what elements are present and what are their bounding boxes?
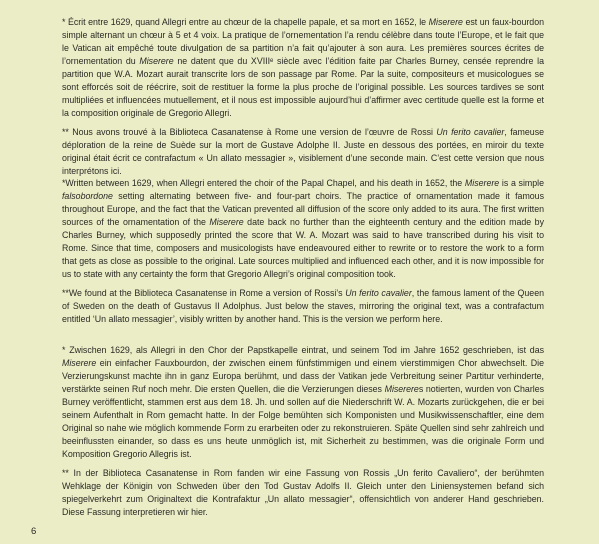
page-number: 6 bbox=[31, 526, 37, 537]
italic-title: Miserere bbox=[139, 56, 174, 66]
italic-title: Miserere bbox=[209, 217, 244, 227]
italic-title: Un ferito cavalier bbox=[436, 127, 505, 137]
italic-title: Miserere bbox=[464, 178, 500, 188]
italic-title: Miserere bbox=[62, 358, 97, 368]
english-note-rossi: **We found at the Biblioteca Casanatense in Rome a version of Rossi’s Un ferito cavalier, the famous lament of the Queen of Sweden on the death of Gustavus II Adolphus. Just below the staves, mirroring the original text, was a contrafactum entitled ‘Un allato messagier’, visibly written by another hand. This is the version we perform here. bbox=[62, 288, 544, 324]
german-note-miserere: * Zwischen 1629, als Allegri in den Chor der Papstkapelle eintrat, und seinem Tod im Jahre 1652 geschrieben, ist das Miserere ein einfacher Fauxbourdon, der zwischen einem fünfstimmigen und einem vierstimmigen Chor abwechselt. Die Verzierungskunst machte ihn in ganz Europa berühmt, und dass der Vatikan jede Verbreitung seiner Partitur verhinderte, verstärkte seinen Ruf noch mehr. Die ersten Quellen, die die Verzierungen dieses Misereres notierten, wurden von Charles Burney veröffentlicht, stammen erst aus dem 18. Jh. und sollen auf die Niederschrift W. A. Mozarts zurückgehen, die er bei seinem Aufenthalt in Rom gemacht hatte. In der Folge bemühten sich Komponisten und Musikwissenschaftler, eine dem Original so nahe wie möglich kommende Form zu erarbeiten oder zu rekonstruieren. Späte Quellen sind sehr zahlreich und beeinflussten einander, so dass es uns heute unmöglich ist, mit Sicherheit zu bestimmen, was die originale Form und Komposition Gregorio Allegris ist. bbox=[62, 345, 544, 459]
german-notes bbox=[62, 344, 544, 519]
german-note-rossi: ** In der Biblioteca Casanatense in Rom fanden wir eine Fassung von Rossis „Un ferito Cavaliero“, der berühmten Wehklage der Königin von Schweden über den Tod Gustav Adolfs II. Gleich unter den Liniensystemen befand sich spiegelverkehrt zum Originaltext die Kontrafaktur „Un allato messagier“, offensichtlich von anderer Hand geschrieben. Diese Fassung interpretieren wir hier. bbox=[62, 468, 544, 517]
english-notes bbox=[62, 177, 544, 326]
italic-title: Miserere bbox=[428, 17, 463, 27]
english-note-miserere: *Written between 1629, when Allegri entered the choir of the Papal Chapel, and his death in 1652, the Miserere is a simple falsobordone setting alternating between five- and four-part choirs. The practice of ornamentation made it famous throughout Europe, and the fact that the Vatican prevented all diffusion of the score only added to its aura. The first written sources of the ornamentation of the Miserere date back no further than the eighteenth century and the edition made by Charles Burney, which supposedly printed the score that W. A. Mozart was said to have transcribed during his visit to Rome. Since that time, composers and musicologists have endeavoured either to rewrite or to restore the work to a form that gets as close as possible to the original. Late sources multiplied and influenced each other, and it is now impossible for us to state with any certainty the form that Gregorio Allegri’s original composition took. bbox=[62, 178, 544, 279]
italic-title: Miserere bbox=[384, 384, 419, 394]
french-notes bbox=[62, 16, 544, 178]
french-note-miserere: * Écrit entre 1629, quand Allegri entre au chœur de la chapelle papale, et sa mort en 1652, le Miserere est un faux-bourdon simple alternant un chœur à 5 et 4 voix. La pratique de l’ornementation l’a rendu célèbre dans toute l’Europe, et le fait que le Vatican ait empêché toute divulgation de sa partition n’a fait qu’ajouter à son aura. Les premières sources écrites de l’ornementation du Miserere ne datent que du XVIIIᵉ siècle avec l’édition faite par Charles Burney, censée reprendre la partition que W.A. Mozart aurait transcrite lors de son passage par Rome. Par la suite, compositeurs et musicologues se sont efforcés soit de réécrire, soit de restituer la forme la plus proche de l’original possible. Les sources tardives se sont multipliées et influencées mutuellement, et il nous est impossible aujourd’hui d’affirmer avec certitude quelle est la forme et la composition originale de Gregorio Allegri. bbox=[62, 17, 545, 118]
italic-title: falsobordone bbox=[62, 191, 113, 201]
french-note-rossi: ** Nous avons trouvé à la Biblioteca Casanatense à Rome une version de l’œuvre de Rossi Un ferito cavalier, fameuse déploration de la reine de Suède sur la mort de Gustave Adolphe II. Juste en dessous des portées, en miroir du texte original était écrit ce contrafactum « Un allato messagier », visiblement d’une seconde main. C’est cette version que nous interprétons ici. bbox=[62, 127, 545, 176]
italic-title: Un ferito cavalier bbox=[345, 288, 412, 298]
